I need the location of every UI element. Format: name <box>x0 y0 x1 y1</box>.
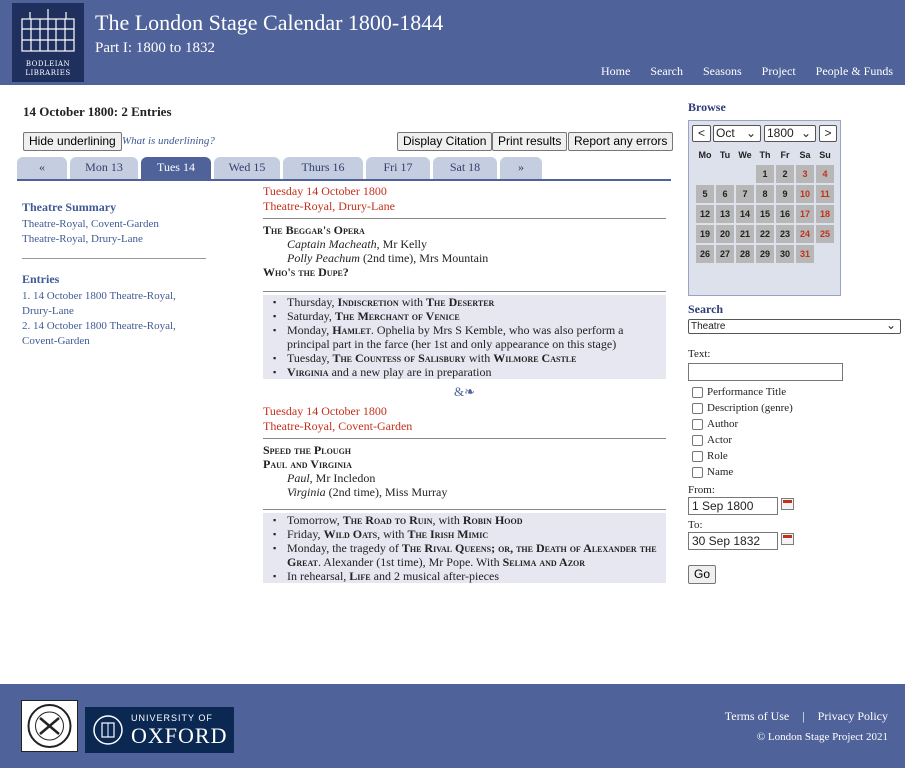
calendar-day[interactable]: 31 <box>796 245 814 263</box>
entry-1-rule <box>263 218 666 219</box>
year-value: 1800 <box>767 126 794 140</box>
tab-wed-15[interactable]: Wed 15 <box>214 157 280 179</box>
underlining-help-link[interactable]: What is underlining? <box>122 135 215 147</box>
note-item: ▪ Thursday, Indiscretion with The Deserter <box>271 295 660 309</box>
role: Paul <box>287 471 310 485</box>
balliol-crest-logo[interactable] <box>21 700 78 752</box>
calendar-icon[interactable] <box>781 533 794 545</box>
weekday-label: We <box>738 150 752 160</box>
calendar-day[interactable]: 1 <box>756 165 774 183</box>
oxford-small-text: UNIVERSITY OF <box>131 713 213 723</box>
chevron-down-icon: ⌄ <box>745 126 756 140</box>
checkbox[interactable] <box>692 451 703 462</box>
summary-link-drury-lane[interactable]: Theatre-Royal, Drury-Lane <box>22 233 143 245</box>
option-name[interactable]: Name <box>688 464 903 480</box>
oxford-logo[interactable] <box>85 707 234 753</box>
entry-1 <box>263 184 666 379</box>
checkbox[interactable] <box>692 435 703 446</box>
page-title: 14 October 1800: 2 Entries <box>23 104 172 119</box>
tab-thurs-16[interactable]: Thurs 16 <box>283 157 363 179</box>
to-date-input[interactable]: 30 Sep 1832 <box>688 532 778 550</box>
weekday-label: Mo <box>698 150 712 160</box>
tab-next[interactable]: » <box>500 157 542 179</box>
nav-people-funds[interactable]: People & Funds <box>815 64 893 78</box>
calendar-day[interactable]: 30 <box>776 245 794 263</box>
main-nav <box>601 64 893 79</box>
footer-links <box>725 709 888 724</box>
checkbox[interactable] <box>692 419 703 430</box>
site-title[interactable]: The London Stage Calendar 1800-1844 <box>95 10 444 35</box>
building-icon <box>20 9 76 53</box>
note-item: ▪ Monday, the tragedy of The Rival Queens; or, the Death of Alexander the Great. Alexander (1st time), Mr Pope. With Selima and Azor <box>271 541 660 569</box>
calendar-day[interactable]: 26 <box>696 245 714 263</box>
weekday-label: Fr <box>780 150 790 160</box>
calendar-day[interactable]: 16 <box>776 205 794 223</box>
left-sidebar <box>22 200 212 349</box>
browse-heading: Browse <box>688 100 726 114</box>
site-subtitle: Part I: 1800 to 1832 <box>95 40 215 56</box>
chevron-down-icon: ⌄ <box>885 318 896 332</box>
entry-1-cast-1 <box>263 237 666 251</box>
calendar-day[interactable]: 2 <box>776 165 794 183</box>
day-tabs <box>17 157 671 181</box>
ornament-icon: &❧ <box>453 384 475 399</box>
text-label: Text: <box>688 348 711 360</box>
calendar-icon[interactable] <box>781 498 794 510</box>
search-options <box>688 384 903 480</box>
display-citation-button[interactable]: Display Citation <box>397 132 492 151</box>
checkbox[interactable] <box>692 467 703 478</box>
logo-text-line2: LIBRARIES <box>25 69 71 77</box>
tab-sat-18[interactable]: Sat 18 <box>433 157 497 179</box>
print-results-button[interactable]: Print results <box>492 132 567 151</box>
calendar-day[interactable]: 4 <box>816 165 834 183</box>
terms-link[interactable]: Terms of Use <box>724 709 790 723</box>
weekday-label: Tu <box>719 150 731 160</box>
entry-2-theatre: Theatre-Royal, Covent-Garden <box>263 419 413 433</box>
calendar-day[interactable]: 25 <box>816 225 834 243</box>
from-date-input[interactable]: 1 Sep 1800 <box>688 497 778 515</box>
entry-2 <box>263 404 666 583</box>
weekday-label: Su <box>819 150 831 160</box>
entry-1-theatre: Theatre-Royal, Drury-Lane <box>263 199 395 213</box>
calendar-day[interactable]: 14 <box>736 205 754 223</box>
actor: (2nd time), Mrs Mountain <box>359 251 489 265</box>
footer-divider: | <box>802 709 805 723</box>
theatre-summary-heading: Theatre Summary <box>22 200 117 214</box>
right-sidebar <box>688 100 903 480</box>
calendar-day[interactable]: 13 <box>716 205 734 223</box>
copyright: © London Stage Project 2021 <box>756 731 888 743</box>
entry-1-play-2: Who's the Dupe? <box>263 265 349 279</box>
note-item: ▪ Friday, Wild Oats, with The Irish Mimic <box>271 527 660 541</box>
calendar-next-button[interactable]: > <box>819 125 837 142</box>
bodleian-logo[interactable] <box>12 3 84 82</box>
calendar-day[interactable]: 7 <box>736 185 754 203</box>
note-item: ▪ Tomorrow, The Road to Ruin, with Robin Hood <box>271 513 660 527</box>
option-performance-title[interactable]: Performance Title <box>688 384 903 400</box>
privacy-link[interactable]: Privacy Policy <box>817 709 888 723</box>
site-footer <box>0 684 905 768</box>
report-errors-button[interactable]: Report any errors <box>568 132 673 151</box>
note-item: ▪ In rehearsal, Life and 2 musical after-pieces <box>271 569 660 583</box>
calendar-day[interactable]: 6 <box>716 185 734 203</box>
calendar-day[interactable]: 12 <box>696 205 714 223</box>
site-header <box>0 0 905 85</box>
year-select[interactable] <box>764 125 816 142</box>
actor: , Mr Incledon <box>309 471 376 485</box>
calendar-day[interactable]: 5 <box>696 185 714 203</box>
calendar-day[interactable]: 24 <box>796 225 814 243</box>
entry-link-1[interactable]: 1. 14 October 1800 Theatre-Royal, Drury-Lane <box>22 290 176 317</box>
calendar-day[interactable]: 10 <box>796 185 814 203</box>
actor: , Mr Kelly <box>376 237 427 251</box>
note-item: ▪ Saturday, The Merchant of Venice <box>271 309 660 323</box>
search-text-input[interactable] <box>688 363 843 381</box>
actor: (2nd time), Miss Murray <box>325 485 448 499</box>
calendar-day[interactable]: 8 <box>756 185 774 203</box>
calendar-day[interactable]: 22 <box>756 225 774 243</box>
oxford-big-text: OXFORD <box>131 723 228 748</box>
checkbox[interactable] <box>692 387 703 398</box>
search-type-select[interactable] <box>688 319 901 334</box>
search-heading: Search <box>688 302 724 316</box>
note-item: ▪ Virginia and a new play are in preparation <box>271 365 660 379</box>
option-author[interactable]: Author <box>688 416 903 432</box>
option-description-genre[interactable]: Description (genre) <box>688 400 903 416</box>
option-role[interactable]: Role <box>688 448 903 464</box>
calendar-day[interactable]: 27 <box>716 245 734 263</box>
month-value: Oct <box>716 126 735 140</box>
nav-home[interactable]: Home <box>601 64 631 78</box>
tab-fri-17[interactable]: Fri 17 <box>366 157 430 179</box>
tab-tues-14[interactable]: Tues 14 <box>141 157 211 179</box>
month-select[interactable] <box>713 125 761 142</box>
entry-2-notes <box>263 513 666 583</box>
note-item: ▪ Monday, Hamlet. Ophelia by Mrs S Kemble, who was also perform a principal part in the farce (her 1st and only appearance on this stage) <box>271 323 660 351</box>
nav-seasons[interactable]: Seasons <box>702 64 742 78</box>
go-button[interactable]: Go <box>688 565 716 584</box>
entry-2-play-1: Speed the Plough <box>263 443 352 457</box>
divider <box>22 258 206 259</box>
tab-mon-13[interactable]: Mon 13 <box>70 157 138 179</box>
calendar-day[interactable]: 3 <box>796 165 814 183</box>
entry-1-rule-2 <box>263 291 666 292</box>
crest-icon <box>22 701 77 751</box>
entry-2-rule-2 <box>263 509 666 510</box>
calendar-day[interactable]: 18 <box>816 205 834 223</box>
entry-2-cast-1 <box>263 471 666 485</box>
entries-content <box>263 184 666 583</box>
role: Polly Peachum <box>287 251 360 265</box>
calendar-day[interactable]: 17 <box>796 205 814 223</box>
weekday-label: Sa <box>799 150 811 160</box>
checkbox[interactable] <box>692 403 703 414</box>
note-item: ▪ Tuesday, The Countess of Salisbury with Wilmore Castle <box>271 351 660 365</box>
calendar-day[interactable]: 15 <box>756 205 774 223</box>
entry-2-date: Tuesday 14 October 1800 <box>263 404 387 418</box>
entry-1-notes <box>263 295 666 379</box>
chevron-down-icon: ⌄ <box>800 126 811 140</box>
role: Virginia <box>287 485 326 499</box>
entry-1-cast-2 <box>263 251 666 265</box>
entry-1-play-1: The Beggar's Opera <box>263 223 365 237</box>
hide-underlining-button[interactable]: Hide underlining <box>23 132 122 151</box>
calendar-day[interactable]: 21 <box>736 225 754 243</box>
calendar-day[interactable]: 9 <box>776 185 794 203</box>
calendar-day[interactable]: 20 <box>716 225 734 243</box>
nav-project[interactable]: Project <box>761 64 796 78</box>
weekday-label: Th <box>759 150 771 160</box>
summary-link-covent-garden[interactable]: Theatre-Royal, Covent-Garden <box>22 218 159 230</box>
entries-heading: Entries <box>22 272 60 286</box>
calendar-widget <box>688 120 841 296</box>
calendar-day[interactable]: 29 <box>756 245 774 263</box>
role: Captain Macheath <box>287 237 377 251</box>
calendar-day[interactable]: 11 <box>816 185 834 203</box>
entry-1-date: Tuesday 14 October 1800 <box>263 184 387 198</box>
calendar-day[interactable]: 23 <box>776 225 794 243</box>
search-type-value: Theatre <box>691 321 726 332</box>
nav-search[interactable]: Search <box>650 64 683 78</box>
calendar-prev-button[interactable]: < <box>692 125 711 142</box>
entry-2-rule <box>263 438 666 439</box>
logo-text-line1: BODLEIAN <box>25 60 71 68</box>
from-label: From: <box>688 484 715 496</box>
calendar-day[interactable]: 28 <box>736 245 754 263</box>
entry-2-cast-2 <box>263 485 666 499</box>
calendar-day[interactable]: 19 <box>696 225 714 243</box>
oxford-crest-icon <box>92 714 124 746</box>
to-label: To: <box>688 519 703 531</box>
entry-link-2[interactable]: 2. 14 October 1800 Theatre-Royal, Covent-Garden <box>22 320 176 347</box>
tab-prev[interactable]: « <box>17 157 67 179</box>
option-actor[interactable]: Actor <box>688 432 903 448</box>
entry-2-play-2: Paul and Virginia <box>263 457 352 471</box>
